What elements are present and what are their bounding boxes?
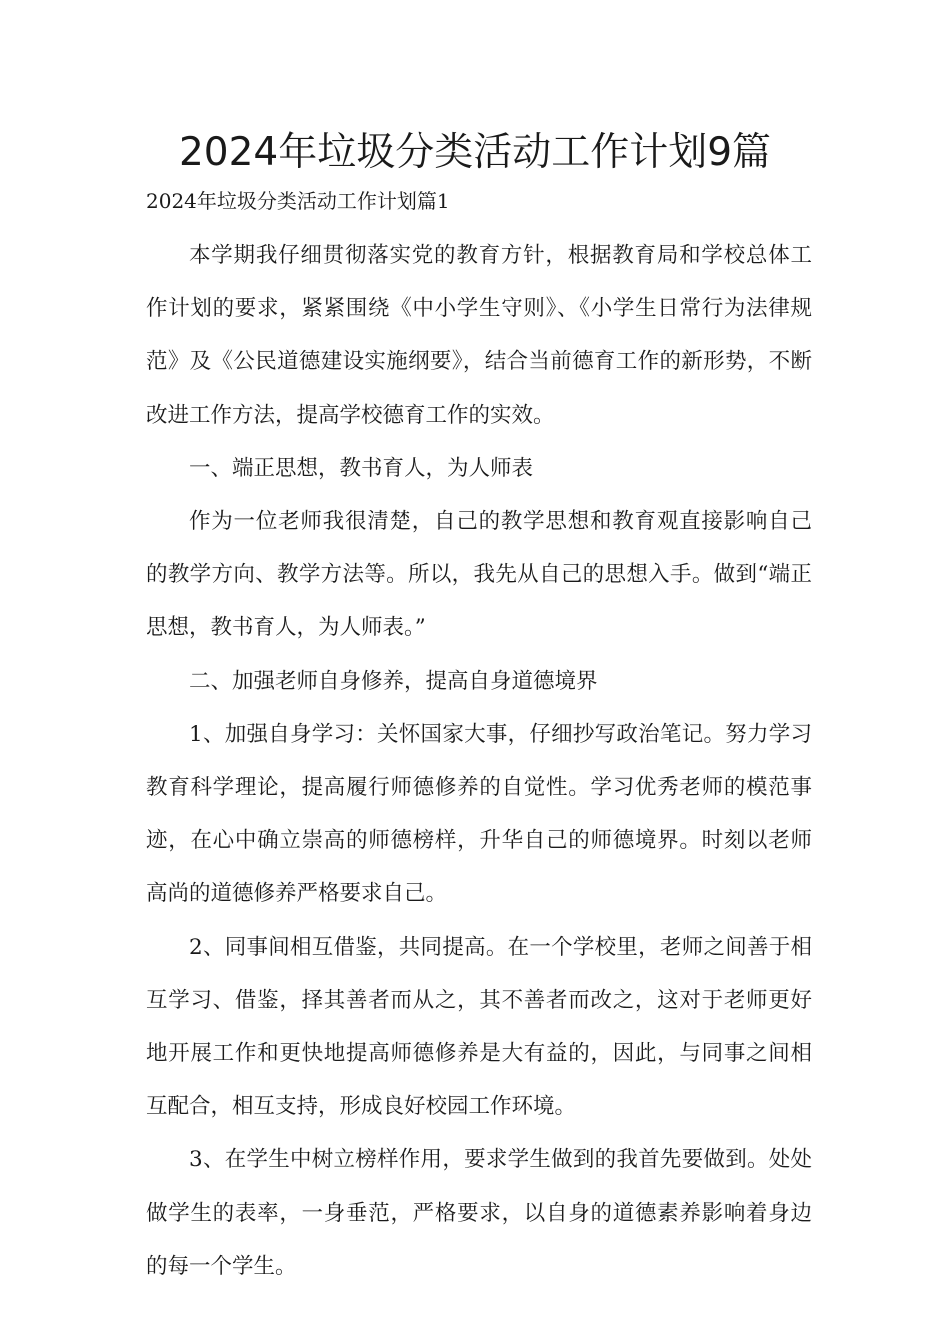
paragraph-item-1: 1、加强自身学习：关怀国家大事，仔细抄写政治笔记。努力学习教育科学理论，提高履行师德修养的自觉性。学习优秀老师的模范事迹，在心中确立崇高的师德榜样，升华自己的师德境界。时刻以老师高尚的道德修养严格要求自己。 xyxy=(146,721,812,907)
paragraph-item-3: 3、在学生中树立榜样作用，要求学生做到的我首先要做到。处处做学生的表率，一身垂范，严格要求，以自身的道德素养影响着身边的每一个学生。 xyxy=(146,1147,812,1279)
paragraph-item-2: 2、同事间相互借鉴，共同提高。在一个学校里，老师之间善于相互学习、借鉴，择其善者而从之，其不善者而改之，这对于老师更好地开展工作和更快地提高师德修养是大有益的，因此，与同事之间相互配合，相互支持，形成良好校园工作环境。 xyxy=(146,934,812,1120)
section-heading-2: 二、加强老师自身修养，提高自身道德境界 xyxy=(189,668,598,694)
document-title: 2024年垃圾分类活动工作计划9篇 xyxy=(178,130,772,175)
paragraph-section-1: 作为一位老师我很清楚，自己的教学思想和教育观直接影响自己的教学方向、教学方法等。所以，我先从自己的思想入手。做到“端正思想，教书育人，为人师表。” xyxy=(146,509,812,641)
section-heading-1: 一、端正思想，教书育人，为人师表 xyxy=(189,455,534,481)
document-body xyxy=(146,229,812,1293)
paragraph-intro: 本学期我仔细贯彻落实党的教育方针，根据教育局和学校总体工作计划的要求，紧紧围绕《中小学生守则》、《小学生日常行为法律规范》及《公民道德建设实施纲要》，结合当前德育工作的新形势，不断改进工作方法，提高学校德育工作的实效。 xyxy=(146,243,812,428)
document-subtitle: 2024年垃圾分类活动工作计划篇1 xyxy=(146,189,450,213)
